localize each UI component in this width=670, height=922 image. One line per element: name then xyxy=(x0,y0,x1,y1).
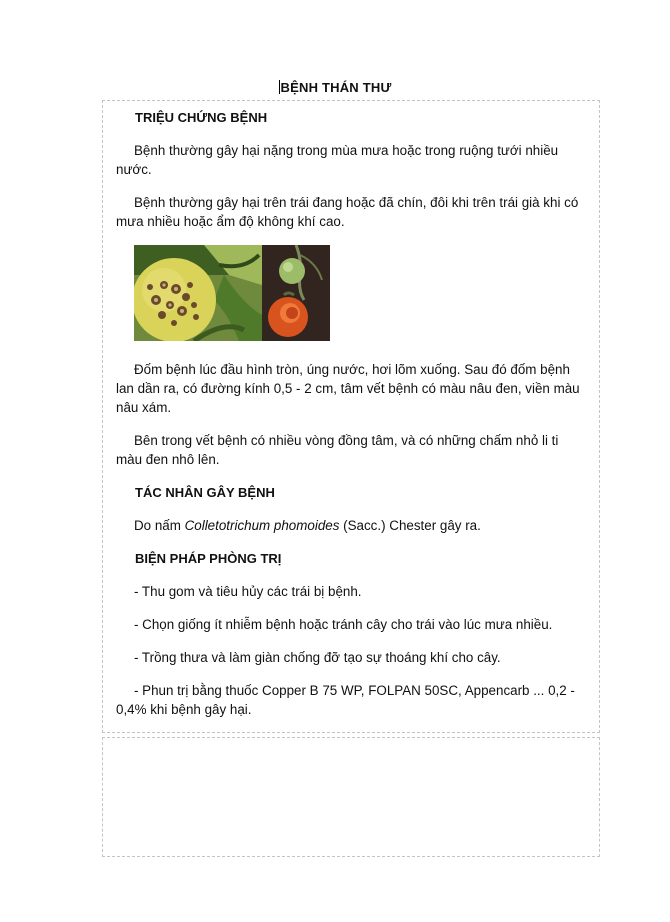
photo-group xyxy=(134,245,580,341)
section-heading-control: BIỆN PHÁP PHÒNG TRỊ xyxy=(135,551,282,566)
paragraph-cause: Do nấm Colletotrichum phomoides (Sacc.) Chester gây ra. xyxy=(134,518,481,533)
paragraph: Bệnh thường gây hại trên trái đang hoặc đã chín, đôi khi trên trái già khi có mưa nhiều hoặc ẩm độ không khí cao. xyxy=(116,195,579,229)
paragraph: Bệnh thường gây hại nặng trong mùa mưa hoặc trong ruộng tưới nhiều nước. xyxy=(116,143,559,177)
species-name: Colletotrichum phomoides xyxy=(184,518,340,533)
list-item: - Chọn giống ít nhiễm bệnh hoặc tránh cây cho trái vào lúc mưa nhiều. xyxy=(134,617,553,632)
paragraph: Bên trong vết bệnh có nhiều vòng đồng tâm, và có những chấm nhỏ li ti màu đen nhô lên. xyxy=(116,433,559,467)
paragraph: Đốm bệnh lúc đầu hình tròn, úng nước, hơi lõm xuống. Sau đó đốm bệnh lan dần ra, có đường kính 0,5 - 2 cm, tâm vết bệnh có màu nâu đen, viền màu nâu xám. xyxy=(116,362,580,415)
diseased-fruit-photo xyxy=(134,245,262,341)
document-body[interactable] xyxy=(116,108,580,733)
document-title: BỆNH THÁN THƯ xyxy=(280,80,392,95)
list-item: - Thu gom và tiêu hủy các trái bị bệnh. xyxy=(134,584,362,599)
list-item: - Trồng thưa và làm giàn chống đỡ tạo sự thoáng khí cho cây. xyxy=(134,650,501,665)
section-heading-symptoms: TRIỆU CHỨNG BỆNH xyxy=(135,110,268,125)
page-frame-empty[interactable] xyxy=(102,737,600,857)
text-cursor xyxy=(279,80,280,94)
section-heading-cause: TÁC NHÂN GÂY BỆNH xyxy=(135,485,275,500)
tomato-photo xyxy=(262,245,330,341)
list-item: - Phun trị bằng thuốc Copper B 75 WP, FOLPAN 50SC, Appencarb ... 0,2 - 0,4% khi bệnh gây hại. xyxy=(116,683,575,717)
